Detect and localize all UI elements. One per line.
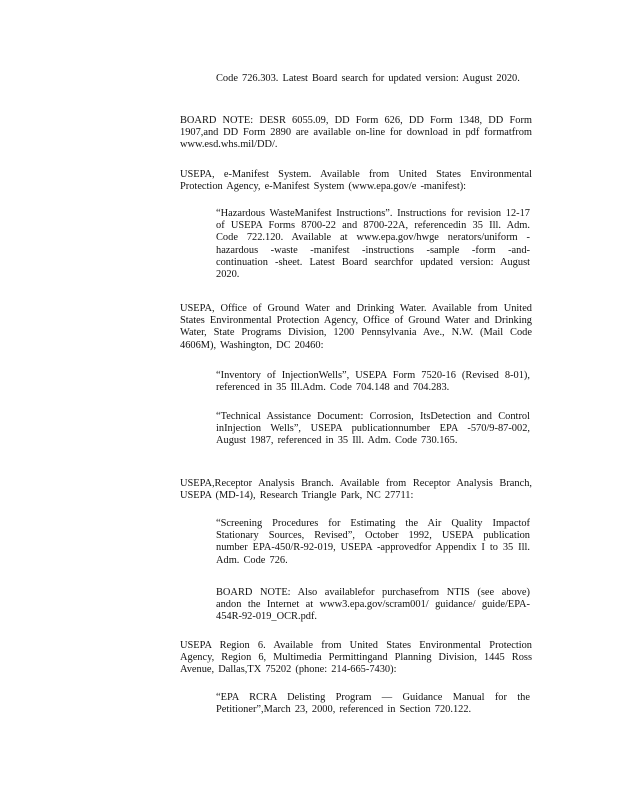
paragraph-usepa-e-manifest: USEPA, e-Manifest System. Available from United States Environmental Protection Agency, e-Manifest System (www.epa.gov/e -manifest): [180,169,532,193]
paragraph-epa-rcra-delisting: “EPA RCRA Delisting Program — Guidance Manual for the Petitioner”,March 23, 2000, referenced in Section 720.122. [216,692,530,716]
paragraph-usepa-receptor-analysis: USEPA,Receptor Analysis Branch. Available from Receptor Analysis Branch, USEPA (MD-14), Research Triangle Park, NC 27711: [180,478,532,502]
paragraph-technical-assistance-document: “Technical Assistance Document: Corrosion, ItsDetection and Control inInjection Wells”, USEPA publicationnumber EPA -570/9-87-002, August 1987, referenced in 35 Ill. Adm. Code 730.165. [216,411,530,447]
paragraph-screening-procedures: “Screening Procedures for Estimating the Air Quality Impactof Stationary Sources, Revised”, October 1992, USEPA publication number EPA-450/R-92-019, USEPA -approvedfor Appendix I to 35 Ill. Adm. Code 726. [216,518,530,566]
paragraph-usepa-region-6: USEPA Region 6. Available from United States Environmental Protection Agency, Region 6, Multimedia Permittingand Planning Division, 1445 Ross Avenue, Dallas,TX 75202 (phone: 214-665-7430): [180,640,532,676]
paragraph-board-note-dd-forms: BOARD NOTE: DESR 6055.09, DD Form 626, DD Form 1348, DD Form 1907,and DD Form 2890 are available on-line for download in pdf formatfrom www.esd.whs.mil/DD/. [180,115,532,151]
paragraph-hazardous-waste-manifest: “Hazardous WasteManifest Instructions”. Instructions for revision 12-17 of USEPA Forms 8700-22 and 8700-22A, referencedin 35 Ill. Adm. Code 722.120. Available at www.epa.gov/hwge nerators/uniform -hazardous -waste -manifest -instructions -sample -form -and-continuation -sheet. Latest Board searchfor updated version: August 2020. [216,208,530,281]
paragraph-code-726-303: Code 726.303. Latest Board search for updated version: August 2020. [216,73,520,84]
paragraph-board-note-ntis: BOARD NOTE: Also availablefor purchasefrom NTIS (see above) andon the Internet at www3.epa.gov/scram001/ guidance/ guide/EPA-454R-92-019_OCR.pdf. [216,587,530,623]
paragraph-inventory-injection-wells: “Inventory of InjectionWells”, USEPA Form 7520-16 (Revised 8-01), referenced in 35 Ill.Adm. Code 704.148 and 704.283. [216,370,530,394]
paragraph-usepa-ground-water: USEPA, Office of Ground Water and Drinking Water. Available from United States Environmental Protection Agency, Office of Ground Water and Drinking Water, State Programs Division, 1200 Pennsylvania Ave., N.W. (Mail Code 4606M), Washington, DC 20460: [180,303,532,351]
